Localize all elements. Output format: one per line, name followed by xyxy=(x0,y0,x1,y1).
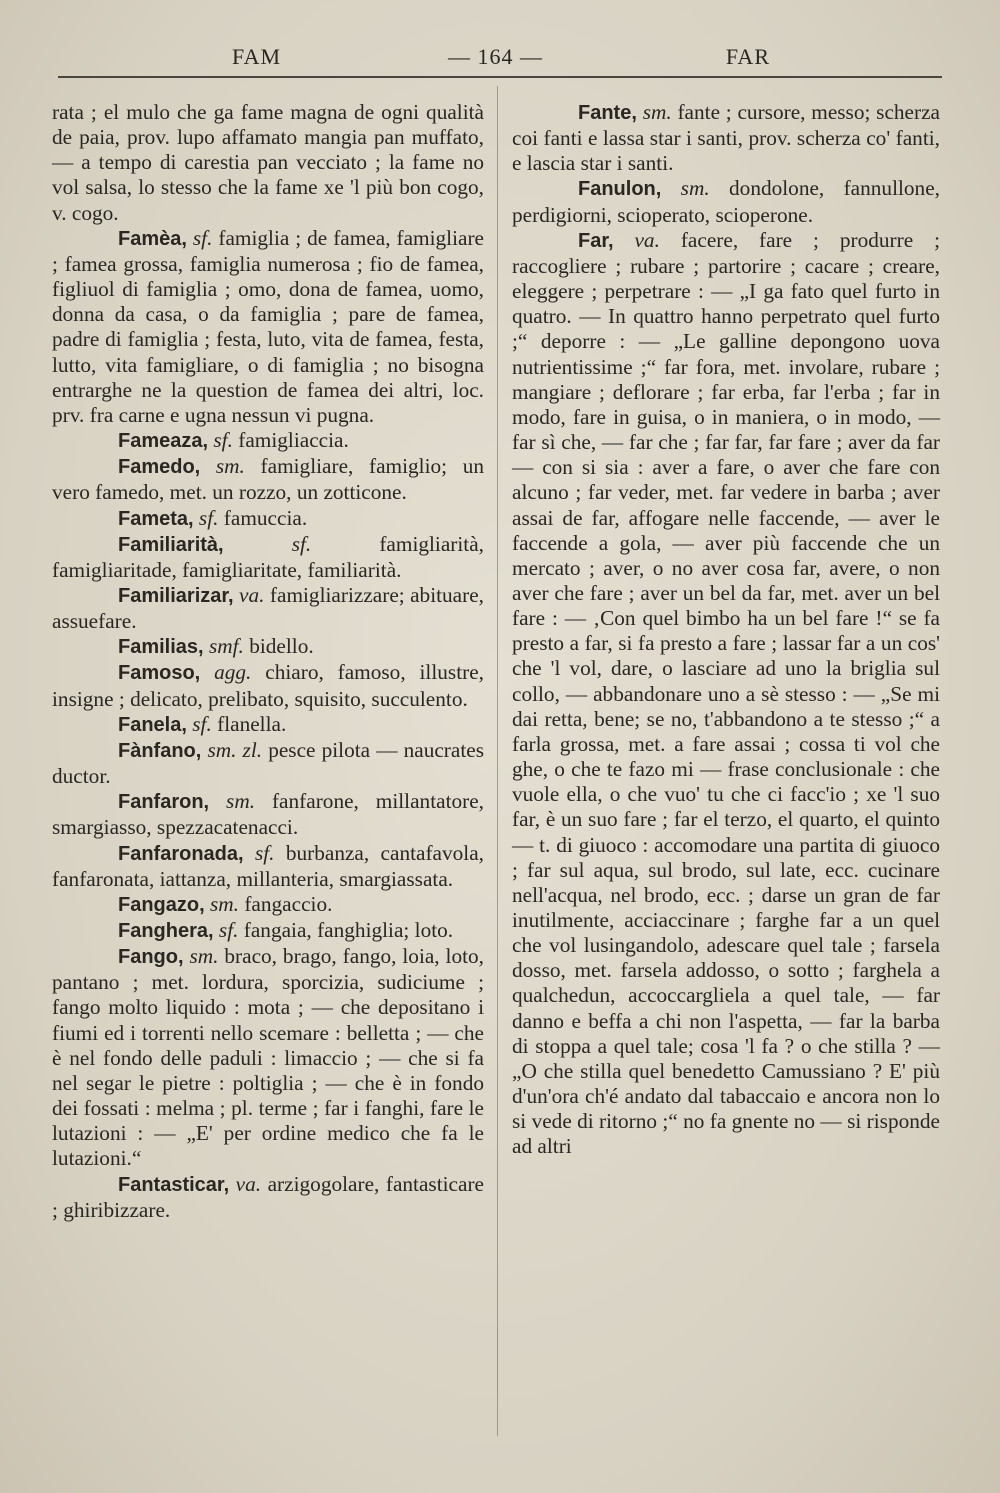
dictionary-entry xyxy=(52,944,484,1171)
entry-definition: chiaro, famoso, illustre, insigne ; delicato, prelibato, squisito, succulento. xyxy=(52,660,484,711)
entry-headword: Fanfaron, xyxy=(118,791,210,814)
entry-definition: famigliaccia. xyxy=(238,428,349,453)
entry-definition: fangaia, fanghiglia; loto. xyxy=(243,918,454,942)
dictionary-entry xyxy=(52,532,484,583)
entry-grammar: smf. xyxy=(208,634,244,659)
entry-headword: Fangazo, xyxy=(118,893,205,916)
entry-grammar: sf. xyxy=(254,840,275,865)
dictionary-entry xyxy=(512,228,940,1160)
entry-headword: Fànfano, xyxy=(118,739,202,762)
entry-definition: facere, fare ; produrre ; raccogliere ; rubare ; partorire ; cacare ; creare, eleggere ; perpetrare : — „I ga fato quel furto in quatro. — In quattro hanno perpetrato quel furto ;“ deporre : — „Le galline depongono uova nutrientissime ;“ far fora, met. involare, rubare ; mangiare ; deflorare ; far erba, far l'erba ; far in modo, fare in guisa, o in maniera, o in modo, — far sì che, — far che ; far far, far fare ; aver da far — con si sia : aver a fare, o aver che fare con alcuno ; far veder, met. far vedere in barba ; aver assai de far, affogare nelle faccende, — aver le faccende a gola, — aver più faccende che un mercato ; aver, o no aver cosa far, avere, o non aver che fare ; aver un bel da far, met. aver un bel fare : — ‚Con quel bimbo ha un bel fare !“ se fa presto a far, si fa presto a fare ; lassar far a un cos' che 'l vol, dare, o lasciare ad uno la briglia sul collo, — abbandonare uno a sè stesso : — „Se mi dai retta, bene; se no, t'abbandono a te stesso ;“ a farla grossa, met. a fare assai ; cossa ti vol che ghe, o che te fazo mi — frase conclusionale : che vuole ella, o che vuo' tu che ci facc'io ; xe 'l suo far, è un suo fare ; far el terzo, el quarto, el quinto — t. di giuoco : accomodare una partita di giuoco ; far sul aqua, sul brodo, sul late, ecc. cucinare nell'acqua, nel brodo, ecc. ; darse un gran de far inutilmente, acciaccinare ; farghe far a un quel che vol lusingandolo, adescare quel tale ; farsela dosso, met. farsela addosso, o sotto ; farghela a qualchedun, accoccargliela a quel tale, — far danno e beffa a chi non l'aspetta, — far la barba di stoppa a quel tale; cosa 'l fa ? o che stilla ? — „O che stilla quel benedetto Camussiano ? E' più d'un'ora ch'é andato dal tabaccaio e ancora non lo si vede di ritorno ;“ no fa gnente no — si risponde ad altri xyxy=(512,227,940,1159)
entry-definition: bidello. xyxy=(249,634,314,659)
entry-definition: burbanza, cantafavola, fanfaronata, iattanza, millanteria, smargiassata. xyxy=(52,840,485,891)
entry-headword: Fante, xyxy=(578,102,637,124)
entry-headword: Fameta, xyxy=(118,507,194,530)
entry-grammar: agg. xyxy=(214,660,252,685)
entry-definition: pesce pilota — naucrates ductor. xyxy=(52,737,484,789)
right-column xyxy=(512,100,940,1160)
dictionary-entry xyxy=(52,738,484,789)
dictionary-entry xyxy=(512,100,940,176)
entry-definition: famuccia. xyxy=(223,505,308,530)
dictionary-entry xyxy=(52,918,484,944)
dictionary-entry xyxy=(52,454,484,505)
entry-headword: Famèa, xyxy=(118,227,187,250)
entry-definition: rata ; el mulo che ga fame magna de ogni qualità de paia, prov. lupo affamato mangia pan muffato, — a tempo di carestia pan vecciato ; la fame no vol salsa, lo stesso che la fame xe 'l più bon cogo, v. cogo. xyxy=(52,100,484,225)
entry-definition: arzigogolare, fantasticare ; ghiribizzare. xyxy=(52,1171,484,1222)
entry-grammar: sm. zl. xyxy=(207,737,263,762)
dictionary-entry xyxy=(52,789,484,840)
running-header xyxy=(60,44,940,78)
entry-definition: famigliarizzare; abituare, assuefare. xyxy=(52,582,485,634)
entry-headword: Familiarità, xyxy=(118,533,224,556)
entry-grammar: sf. xyxy=(198,505,219,530)
entry-definition: famiglia ; de famea, famigliare ; famea grossa, famiglia numerosa ; fio de famea, figliuol di famiglia ; omo, dona de famea, uomo, donna da casa, o da famiglia ; pare de famea, padre di famiglia ; festa, luto, vita de famea, festa, lutto, vita famigliare, o di famiglia ; no bisogna entrarghe ne la question de famea dei altri, loc. prv. fra carne e ugna nessun vi pugna. xyxy=(52,225,484,427)
column-divider xyxy=(497,86,498,1436)
dictionary-entry xyxy=(52,226,484,428)
header-rule xyxy=(58,76,942,78)
entry-grammar: va. xyxy=(634,227,660,252)
entry-grammar: va. xyxy=(235,1171,262,1196)
entry-definition: fangaccio. xyxy=(244,891,333,916)
entry-headword: Fanela, xyxy=(118,713,187,736)
entry-headword: Famedo, xyxy=(118,456,201,479)
entry-headword: Fantasticar, xyxy=(118,1173,230,1196)
dictionary-entry xyxy=(52,583,484,634)
entry-grammar: sm. xyxy=(226,789,256,814)
entry-definition: flanella. xyxy=(217,711,287,736)
entry-definition: fante ; cursore, messo; scherza coi fanti e lassa star i santi, prov. scherza co' fanti, e lascia star i santi. xyxy=(512,100,941,176)
entry-grammar: sf. xyxy=(192,225,213,250)
entry-definition: famigliarità, famigliaritade, famigliaritate, familiarità. xyxy=(52,531,484,582)
dictionary-entry xyxy=(52,712,484,738)
entry-headword: Fango, xyxy=(118,946,184,969)
right-guide-word: FAR xyxy=(725,44,770,69)
entry-definition: braco, brago, fango, loia, loto, pantano ; met. lordura, sporcizia, sudiciume ; fango molto liquido : mota ; — che depositano i fiumi ed i torrenti nello scemare : belletta ; — che è nel fondo delle paduli : limaccio ; — che si fa nel segar le pietre : poltiglia ; — che è in fondo dei fossati : melma ; pl. terme ; far i fanghi, fare le lutazioni : — „E' per ordine medico che fa le lutazioni.“ xyxy=(52,944,485,1171)
entry-headword: Far, xyxy=(578,229,614,252)
entry-definition: dondolone, fannullone, perdigiorni, scioperato, scioperone. xyxy=(512,176,940,227)
entry-grammar: sm. xyxy=(680,176,710,201)
entry-headword: Fanfaronada, xyxy=(118,842,244,865)
dictionary-entry xyxy=(52,892,484,918)
entry-headword: Familias, xyxy=(118,636,204,659)
entry-grammar: sm. xyxy=(210,891,239,916)
entry-grammar: sf. xyxy=(192,711,212,736)
left-column xyxy=(52,100,484,1223)
dictionary-entry xyxy=(52,841,484,892)
dictionary-entry xyxy=(52,1172,484,1223)
entry-grammar: sf. xyxy=(213,428,233,453)
dictionary-entry xyxy=(52,428,484,454)
entry-grammar: sm. xyxy=(215,454,245,479)
entry-headword: Familiarizar, xyxy=(118,584,234,607)
dictionary-entry xyxy=(52,660,484,711)
dictionary-entry xyxy=(52,100,484,226)
entry-headword: Fameaza, xyxy=(118,430,209,453)
entry-grammar: sm. xyxy=(642,100,672,124)
dictionary-entry xyxy=(52,634,484,660)
left-guide-word: FAM xyxy=(232,44,282,69)
dictionary-entry xyxy=(512,176,940,227)
entry-grammar: sf. xyxy=(218,918,239,942)
entry-headword: Fanghera, xyxy=(118,920,214,942)
entry-grammar: sm. xyxy=(189,944,219,969)
page-number: — 164 — xyxy=(448,44,543,69)
entry-grammar: va. xyxy=(239,582,265,607)
dictionary-entry xyxy=(52,506,484,532)
entry-definition: famigliare, famiglio; un vero famedo, met. un rozzo, un zotticone. xyxy=(52,454,484,505)
entry-headword: Fanulon, xyxy=(578,178,662,201)
entry-headword: Famoso, xyxy=(118,662,201,685)
entry-definition: fanfarone, millantatore, smargiasso, spezzacatenacci. xyxy=(52,789,485,840)
entry-grammar: sf. xyxy=(291,531,312,556)
